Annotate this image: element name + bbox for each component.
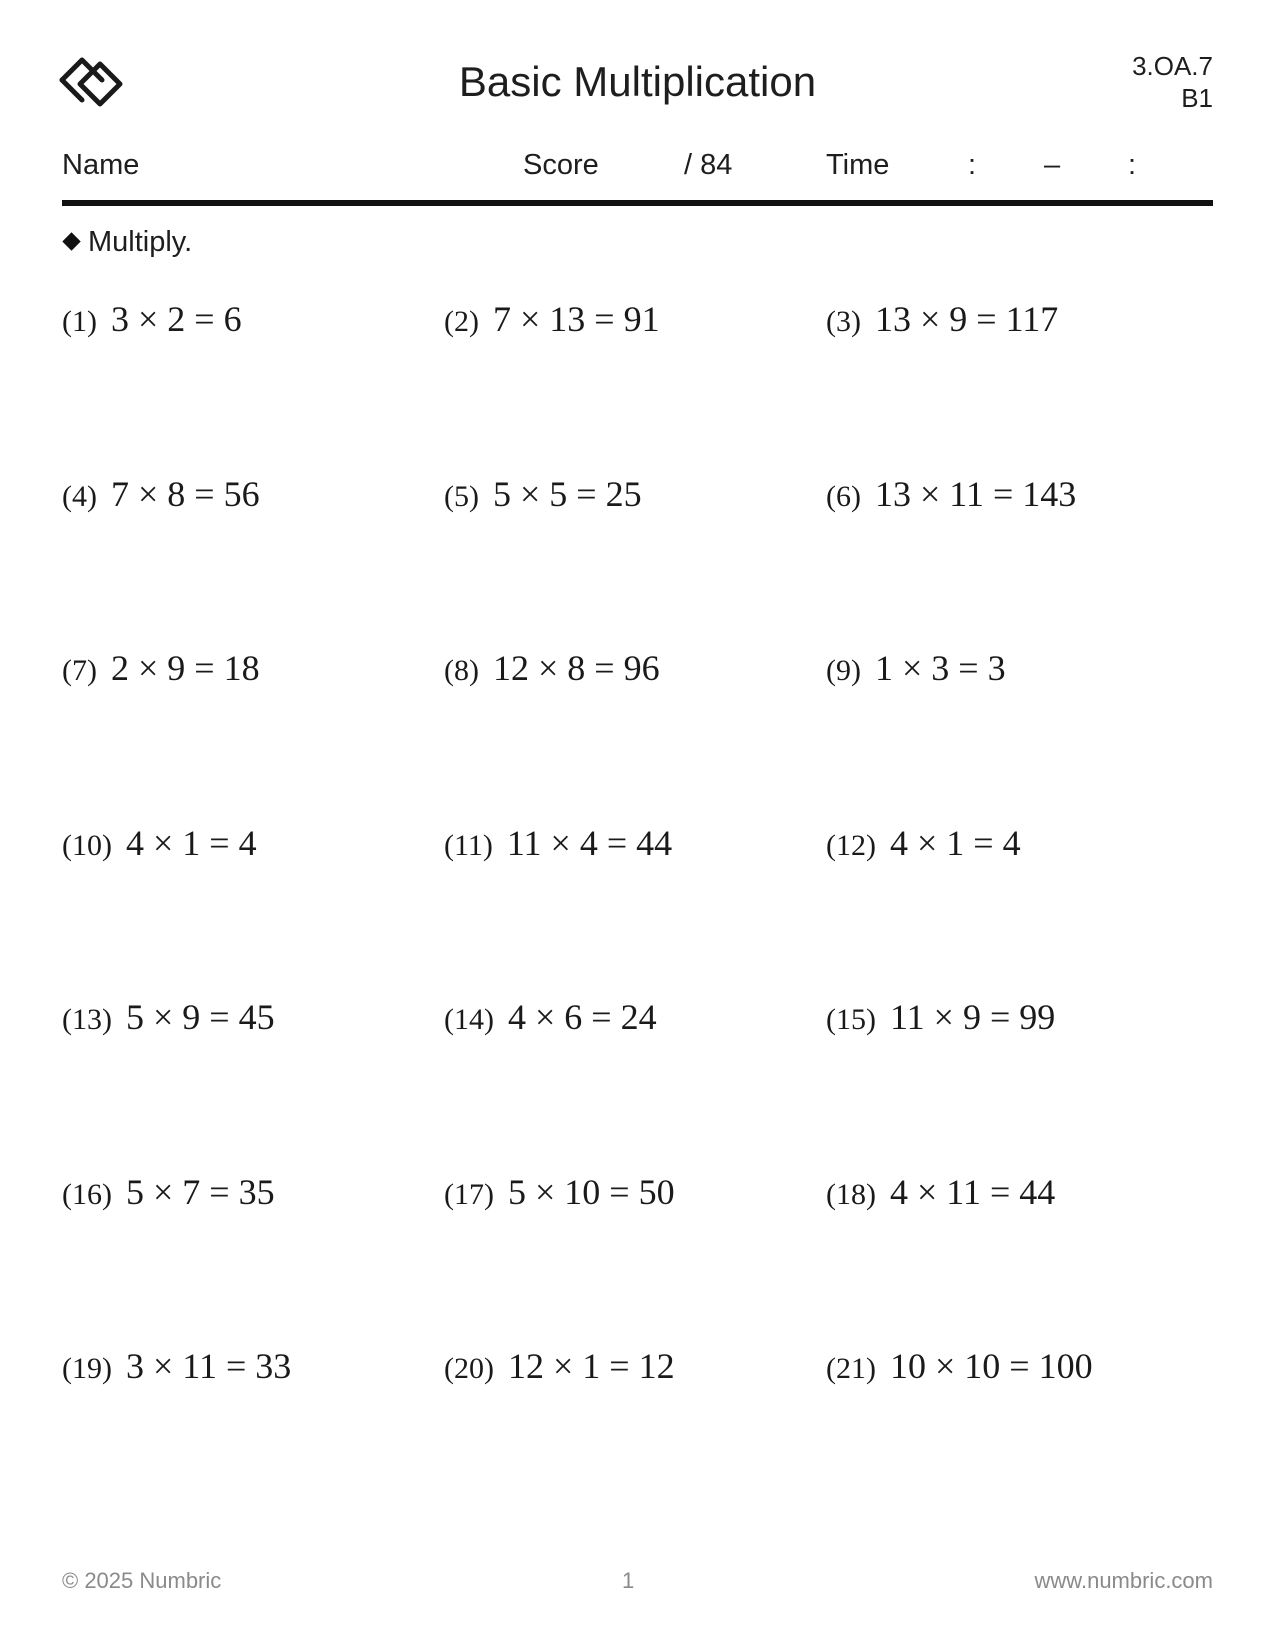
standard-code <box>1132 50 1213 114</box>
level-label: B1 <box>1181 83 1213 113</box>
problem-item <box>444 1345 675 1387</box>
problem-item <box>826 473 1076 515</box>
problem-number: (8) <box>444 654 479 687</box>
header-divider <box>62 200 1213 206</box>
problem-number: (17) <box>444 1177 494 1211</box>
name-label: Name <box>62 149 140 181</box>
problem-number: (20) <box>444 1352 494 1385</box>
problem-number: (6) <box>826 479 861 513</box>
problem-equation: 12 × 1 = 12 <box>507 1346 675 1386</box>
problem-equation: 1 × 3 = 3 <box>874 648 1006 688</box>
problem-number: (2) <box>444 305 479 338</box>
problem-item <box>444 298 660 340</box>
problem-equation: 11 × 9 = 99 <box>889 997 1056 1037</box>
problem-item <box>62 298 242 340</box>
problem-item <box>444 996 657 1038</box>
problem-number: (1) <box>62 305 97 338</box>
problem-equation: 5 × 5 = 25 <box>492 473 642 514</box>
problem-equation: 7 × 13 = 91 <box>492 299 660 339</box>
problem-equation: 5 × 10 = 50 <box>507 1171 675 1212</box>
problem-number: (14) <box>444 1003 494 1036</box>
time-label: Time <box>826 149 890 181</box>
footer-copyright: © 2025 Numbric <box>62 1568 222 1593</box>
diamond-bullet-icon <box>62 232 80 250</box>
problem-item <box>444 822 672 864</box>
problem-number: (12) <box>826 828 876 862</box>
instruction <box>62 225 192 259</box>
problem-number: (16) <box>62 1177 112 1211</box>
problem-item <box>444 473 642 515</box>
problem-number: (11) <box>444 828 493 862</box>
problem-number: (9) <box>826 654 861 687</box>
problem-equation: 12 × 8 = 96 <box>492 648 660 688</box>
problem-equation: 5 × 7 = 35 <box>125 1171 275 1212</box>
problem-equation: 7 × 8 = 56 <box>110 473 260 514</box>
instruction-text: Multiply. <box>88 226 193 258</box>
problem-equation: 4 × 11 = 44 <box>889 1171 1056 1212</box>
problem-item <box>62 473 260 515</box>
problem-number: (10) <box>62 828 112 862</box>
problem-item <box>62 822 257 864</box>
time-separator-1: : <box>968 149 977 181</box>
footer-website[interactable]: www.numbric.com <box>1034 1568 1213 1593</box>
problem-item <box>826 1345 1093 1387</box>
standard-label: 3.OA.7 <box>1132 51 1213 81</box>
problem-number: (13) <box>62 1003 112 1036</box>
problem-number: (21) <box>826 1352 876 1385</box>
problem-equation: 13 × 11 = 143 <box>874 473 1077 514</box>
problem-item <box>62 1171 275 1213</box>
problem-item <box>826 1171 1055 1213</box>
problem-item <box>826 822 1021 864</box>
problem-number: (3) <box>826 305 861 338</box>
score-total: / 84 <box>684 149 733 181</box>
score-label: Score <box>523 149 599 181</box>
problem-item <box>826 996 1055 1038</box>
problem-equation: 4 × 1 = 4 <box>889 822 1021 863</box>
problem-item <box>444 1171 675 1213</box>
time-separator-3: : <box>1128 149 1137 181</box>
problem-item <box>826 298 1058 340</box>
problem-equation: 2 × 9 = 18 <box>110 648 260 688</box>
problem-number: (19) <box>62 1352 112 1385</box>
problem-number: (18) <box>826 1177 876 1211</box>
problem-item <box>62 1345 291 1387</box>
problem-number: (4) <box>62 479 97 513</box>
problem-equation: 3 × 2 = 6 <box>110 299 242 339</box>
problem-equation: 13 × 9 = 117 <box>874 299 1059 339</box>
problem-equation: 10 × 10 = 100 <box>889 1346 1093 1386</box>
footer-page-number: 1 <box>622 1568 635 1593</box>
time-separator-2: – <box>1044 149 1061 181</box>
problem-equation: 11 × 4 = 44 <box>506 822 673 863</box>
problem-equation: 5 × 9 = 45 <box>125 997 275 1037</box>
problem-equation: 4 × 1 = 4 <box>125 822 257 863</box>
problem-item <box>62 647 260 689</box>
problem-number: (7) <box>62 654 97 687</box>
page-title: Basic Multiplication <box>458 58 817 105</box>
problem-number: (5) <box>444 479 479 513</box>
problem-item <box>826 647 1006 689</box>
problem-equation: 4 × 6 = 24 <box>507 997 657 1037</box>
problem-number: (15) <box>826 1003 876 1036</box>
problem-equation: 3 × 11 = 33 <box>125 1346 292 1386</box>
problem-item <box>62 996 275 1038</box>
problem-item <box>444 647 660 689</box>
